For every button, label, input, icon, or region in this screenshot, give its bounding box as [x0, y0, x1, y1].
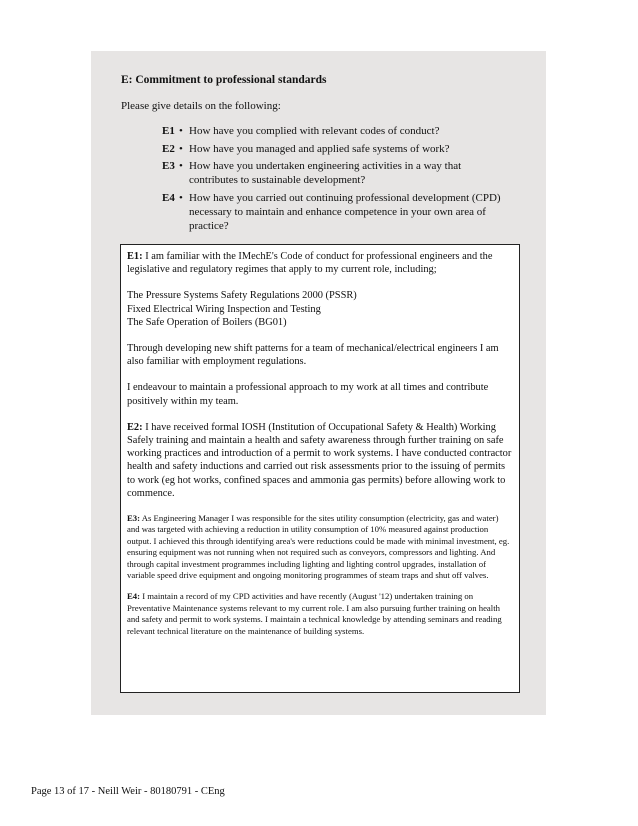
- e2-paragraph: [127, 421, 513, 500]
- bullet-icon: •: [179, 160, 183, 172]
- question-code: E3: [162, 160, 175, 172]
- e3-text: As Engineering Manager I was responsible for the sites utility consumption (electricity, gas and water) and was targeted with achieving a reduction in utility consumption of 10% measured against production output. I achieved this through identifying area's were reductions could be made with minimal investment, eg. ensuring equipment was not running when not required such as conveyors, compressors and lighting. And through capital investment programmes including lighting and lighting control upgrades, installation of variable speed drive equipment and ongoing monitoring programmes of steam traps and shut off valves.: [127, 513, 510, 581]
- question-text: How have you managed and applied safe systems of work?: [189, 143, 450, 155]
- e3-label: E3:: [127, 513, 141, 524]
- section-intro: Please give details on the following:: [121, 100, 281, 112]
- bullet-icon: •: [179, 143, 183, 155]
- e1-label: E1:: [127, 251, 143, 262]
- bullet-icon: •: [179, 192, 183, 204]
- e4-label: E4:: [127, 591, 141, 602]
- regulation-item: The Pressure Systems Safety Regulations 2000 (PSSR): [127, 290, 357, 302]
- e1-paragraph-3: I endeavour to maintain a professional approach to my work at all times and contribute positively within my team.: [127, 382, 489, 407]
- e1-intro-paragraph: [127, 250, 513, 276]
- bullet-icon: •: [179, 125, 183, 137]
- regulation-item: Fixed Electrical Wiring Inspection and Testing: [127, 303, 321, 315]
- question-code: E4: [162, 192, 175, 204]
- e2-label: E2:: [127, 421, 143, 433]
- e1-intro-text: I am familiar with the IMechE's Code of conduct for professional engineers and the legislative and regulatory regimes that apply to my current role, including;: [127, 251, 493, 276]
- question-text: How have you undertaken engineering activities in a way that contributes to sustainable development?: [189, 160, 462, 186]
- e4-paragraph: [127, 591, 513, 637]
- e4-text: I maintain a record of my CPD activities and have recently (August '12) undertaken training on Preventative Maintenance systems relevant to my current role. I am also pursuing further training on health and safety and permit to work systems. I maintain a technical knowledge by attending seminars and reading relevant technical literature on the maintenance of building systems.: [127, 591, 502, 636]
- answer-box: [120, 244, 520, 693]
- section-heading: E: Commitment to professional standards: [121, 74, 327, 86]
- regulation-item: The Safe Operation of Boilers (BG01): [127, 316, 287, 328]
- e2-text: I have received formal IOSH (Institution of Occupational Safety & Health) Working Safely training and maintain a health and safety awareness through further training on safe working practices and introduction of a permit to work systems. I have conducted contractor health and safety inductions and carried out risk assessments prior to the issuing of permits to work (eg hot works, confined spaces and ammonia gas permits) before allowing work to commence.: [127, 421, 512, 499]
- question-code: E1: [162, 125, 175, 137]
- question-text: How have you carried out continuing professional development (CPD) necessary to maintain and enhance competence in your own area of practice?: [189, 192, 501, 232]
- question-text: How have you complied with relevant codes of conduct?: [189, 125, 440, 137]
- e1-paragraph-2: Through developing new shift patterns for a team of mechanical/electrical engineers I am also familiar with employment regulations.: [127, 343, 499, 368]
- question-code: E2: [162, 143, 175, 155]
- e3-paragraph: [127, 513, 513, 581]
- page-footer: Page 13 of 17 - Neill Weir - 80180791 - CEng: [31, 786, 225, 797]
